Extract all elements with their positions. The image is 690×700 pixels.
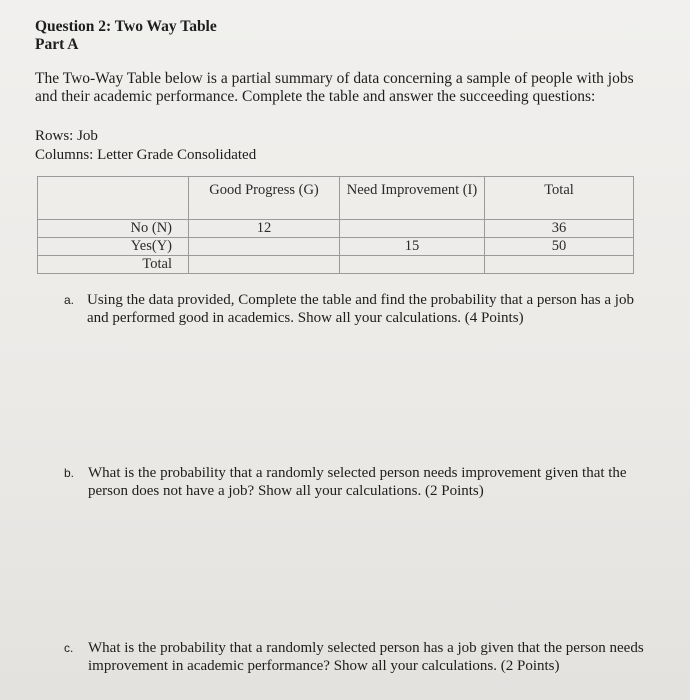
header-total: Total [485,177,634,220]
question-b-letter: b. [64,466,75,480]
rows-label: Rows: Job [35,128,98,144]
header-empty [38,177,189,220]
table-row-no [38,220,634,238]
header-need-improvement: Need Improvement (I) [340,177,485,220]
cell-total-need [340,256,485,274]
question-c-text: What is the probability that a randomly selected person has a job given that the person needs improvement in academic performance? Show all your calculations. (2 Points) [88,640,644,674]
columns-label: Columns: Letter Grade Consolidated [35,147,257,163]
cell-yes-need: 15 [340,238,485,256]
cell-total-total [485,256,634,274]
cell-yes-good [189,238,340,256]
cell-yes-total: 50 [485,238,634,256]
cell-no-good: 12 [189,220,340,238]
cell-no-total: 36 [485,220,634,238]
table-row-total [38,256,634,274]
row-label-no: No (N) [38,220,189,238]
table-row-yes [38,238,634,256]
intro-paragraph: The Two-Way Table below is a partial summary of data concerning a sample of people with jobs and their academic performance. Complete the table and answer the succeeding questions: [35,70,634,105]
question-b-text: What is the probability that a randomly selected person needs improvement given that the person does not have a job? Show all your calculations. (2 Points) [88,465,627,499]
two-way-table [37,176,634,274]
row-label-total: Total [38,256,189,274]
part-label: Part A [35,36,79,53]
cell-total-good [189,256,340,274]
question-a-letter: a. [64,293,75,307]
table-header-row [38,177,634,220]
row-label-yes: Yes(Y) [38,238,189,256]
question-title: Question 2: Two Way Table [35,18,217,35]
cell-no-need [340,220,485,238]
question-c-letter: c. [64,641,74,655]
question-a-text: Using the data provided, Complete the table and find the probability that a person has a job and performed good in academics. Show all your calculations. (4 Points) [87,292,634,326]
header-good-progress: Good Progress (G) [189,177,340,220]
